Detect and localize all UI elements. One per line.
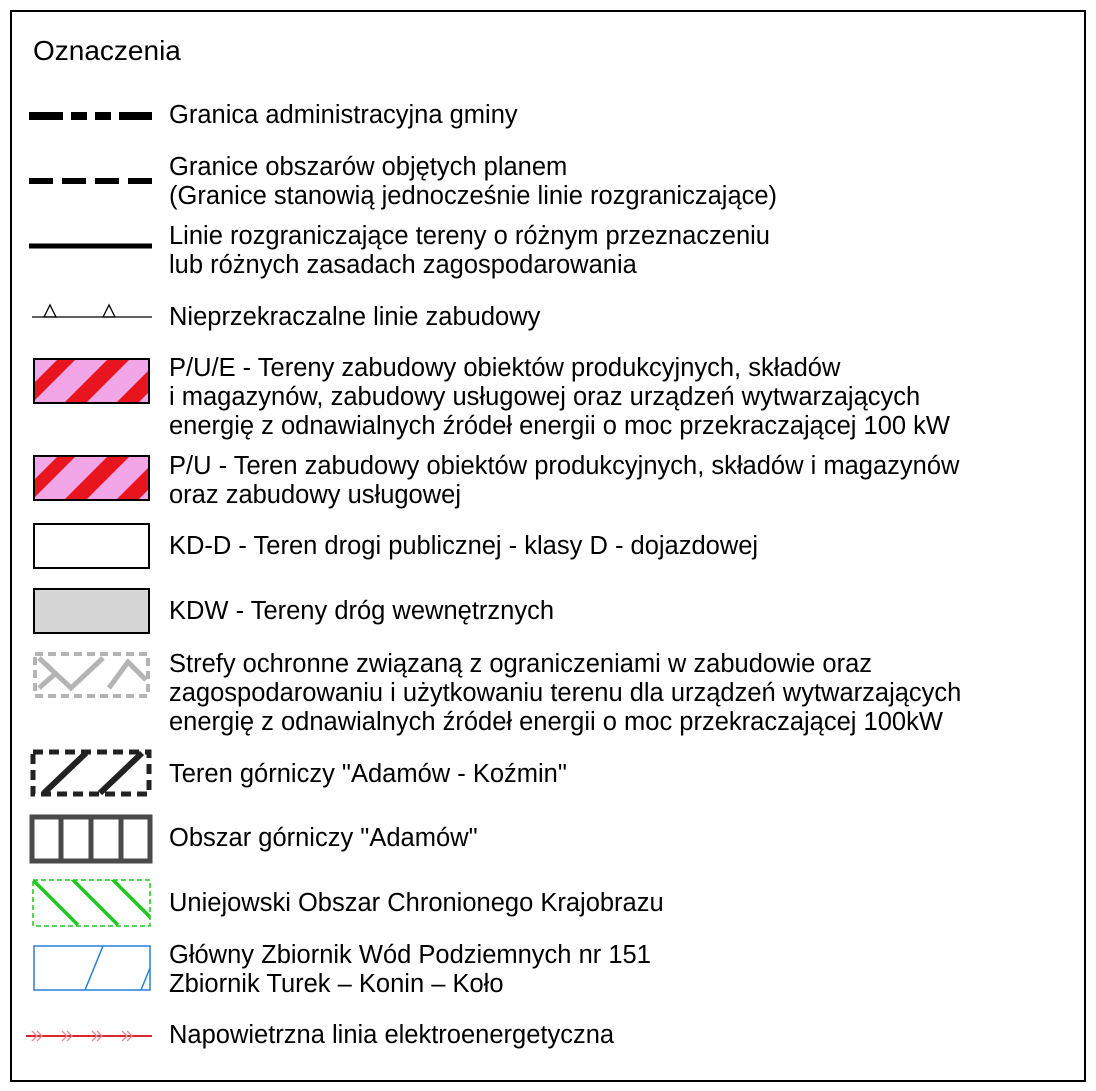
legend-label-municipal-boundary: Granica administracyjna gminy [169,101,518,129]
plan-area-boundary-line-icon [26,174,154,188]
legend-label-demarcation-line: Linie rozgraniczające tereny o różnym przeznaczeniu lub różnych zasadach zagospodarowania [169,222,770,279]
legend-label-mining-terrain: Teren górniczy "Adamów - Koźmin" [169,760,567,788]
mining-area-bars-icon [29,814,153,864]
legend-title: Oznaczenia [33,35,181,66]
power-line-icon [24,1026,154,1046]
legend-label-plan-area-boundary: Granice obszarów objętych planem (Granice stanowią jednocześnie linie rozgraniczające) [169,153,778,210]
legend-label-power-line: Napowietrzna linia elektroenergetyczna [169,1021,615,1049]
legend-label-kdw: KDW - Tereny dróg wewnętrznych [169,597,555,625]
demarcation-line-icon [26,241,154,251]
landscape-protection-green-hatch-icon [32,879,151,927]
legend-label-groundwater-reservoir: Główny Zbiornik Wód Podziemnych nr 151 Zbiornik Turek – Konin – Koło [169,941,651,998]
protection-zone-pattern-icon [33,652,150,698]
legend-label-landscape-area: Uniejowski Obszar Chronionego Krajobrazu [169,889,664,917]
mining-terrain-dashed-hatch-icon [30,749,152,797]
kdw-road-box-icon [33,588,150,634]
municipal-boundary-line-icon [26,108,154,124]
building-line-triangle-icon [30,298,154,322]
legend-label-pu: P/U - Teren zabudowy obiektów produkcyjnych, składów i magazynów oraz zabudowy usługowej [169,452,960,509]
legend-label-building-line: Nieprzekraczalne linie zabudowy [169,303,541,331]
legend-label-mining-area: Obszar górniczy "Adamów" [169,824,478,852]
legend-label-protection-zone: Strefy ochronne związaną z ograniczeniami w zabudowie oraz zagospodarowaniu i użytkowaniu terenu dla urządzeń wytwarzających energię z odnawialnych źródeł energii o moc przekraczającej 100kW [169,650,962,736]
legend-label-pue: P/U/E - Tereny zabudowy obiektów produkcyjnych, składów i magazynów, zabudowy usługowej oraz urządzeń wytwarzających energię z odnawialnych źródeł energii o moc przekraczającej 100 kW [169,354,950,440]
kdd-road-box-icon [33,523,150,569]
groundwater-reservoir-blue-hatch-icon [33,945,151,991]
pu-zone-hatch-icon [33,455,150,501]
legend-label-kdd: KD-D - Teren drogi publicznej - klasy D - dojazdowej [169,532,759,560]
pue-zone-hatch-icon [33,358,150,404]
